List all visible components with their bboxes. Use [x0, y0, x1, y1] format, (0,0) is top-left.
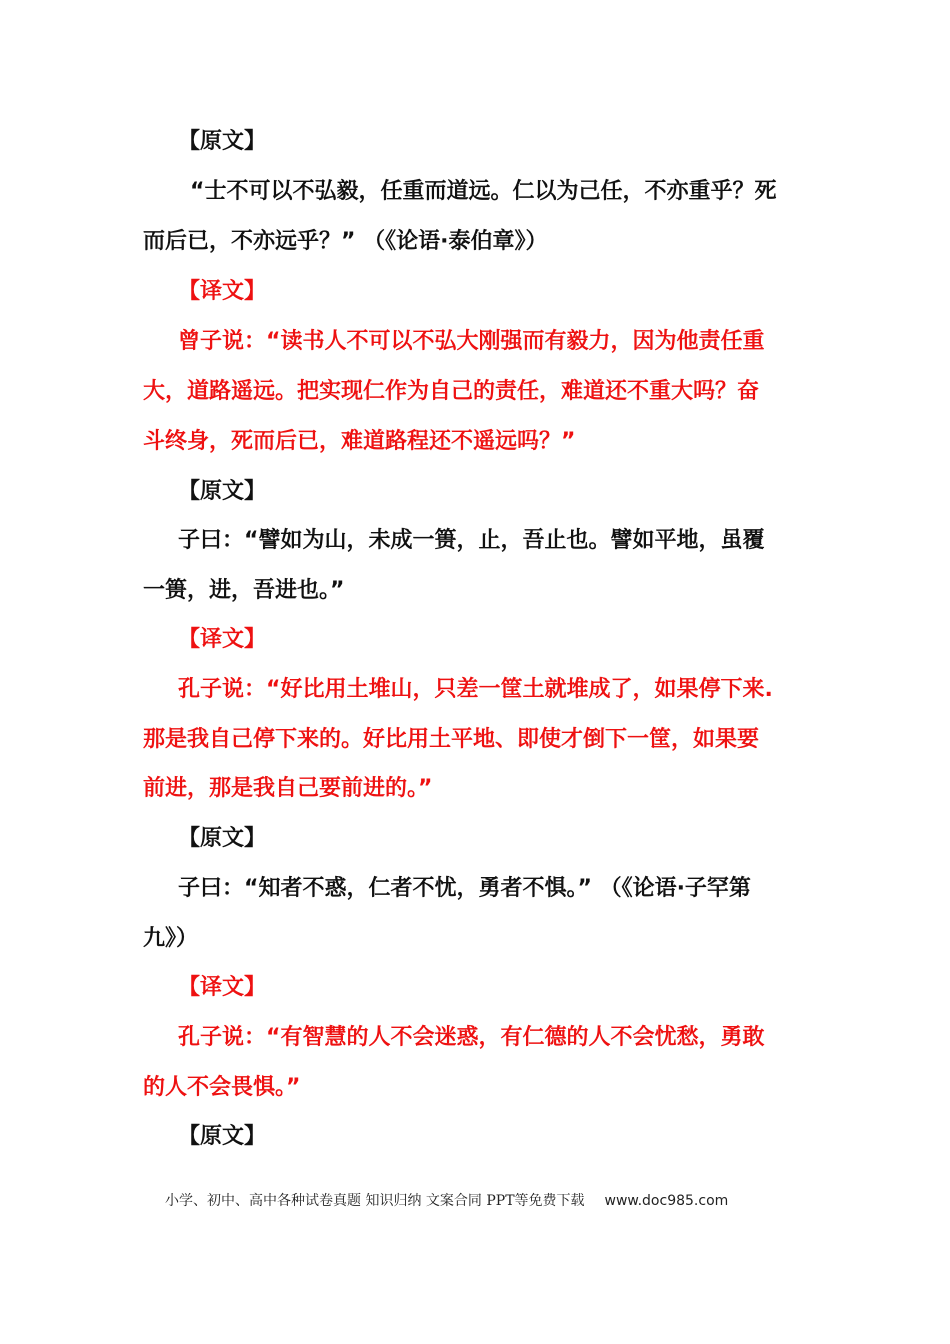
original-heading-4: 【原文】 — [178, 1124, 267, 1149]
translation-heading-2: 【译文】 — [178, 627, 267, 652]
original-heading-3: 【原文】 — [178, 826, 267, 851]
translation-text-2-line-1: 孔子说：“好比用土堆山，只差一筐土就堆成了，如果停下来. — [178, 677, 773, 702]
translation-heading-1: 【译文】 — [178, 279, 267, 304]
original-text-3-line-2: 九》） — [143, 926, 199, 951]
footer-site-link[interactable]: www.doc985.com — [604, 1193, 729, 1209]
translation-text-1-line-2: 大，道路遥远。把实现仁作为自己的责任，难道还不重大吗？奋 — [143, 379, 760, 404]
translation-text-3-line-2: 的人不会畏惧。” — [143, 1075, 301, 1100]
original-text-3-line-1: 子曰：“知者不惑，仁者不忧，勇者不惧。” （《论语·子罕第 — [178, 876, 751, 901]
translation-text-2-line-2: 那是我自己停下来的。好比用土平地、即使才倒下一筐，如果要 — [143, 727, 760, 752]
footer-text: 小学、初中、高中各种试卷真题 知识归纳 文案合同 PPT等免费下载 — [165, 1193, 585, 1209]
page-footer — [165, 1190, 805, 1210]
translation-text-2-line-3: 前进，那是我自己要前进的。” — [143, 776, 433, 801]
original-heading-1: 【原文】 — [178, 129, 267, 154]
original-heading-2: 【原文】 — [178, 479, 267, 504]
original-text-1-line-1: “士不可以不弘毅，任重而道远。仁以为己任，不亦重乎？死 — [190, 179, 777, 204]
translation-text-1-line-3: 斗终身，死而后已，难道路程还不遥远吗？” — [143, 429, 576, 454]
translation-heading-3: 【译文】 — [178, 975, 267, 1000]
translation-text-3-line-1: 孔子说：“有智慧的人不会迷惑，有仁德的人不会忧愁，勇敢 — [178, 1025, 765, 1050]
original-text-2-line-2: 一篑，进，吾进也。” — [143, 578, 345, 603]
translation-text-1-line-1: 曾子说：“读书人不可以不弘大刚强而有毅力，因为他责任重 — [178, 329, 765, 354]
original-text-2-line-1: 子曰：“譬如为山，未成一篑，止，吾止也。譬如平地，虽覆 — [178, 528, 765, 553]
original-text-1-line-2: 而后已，不亦远乎？” （《论语·泰伯章》） — [143, 229, 548, 254]
